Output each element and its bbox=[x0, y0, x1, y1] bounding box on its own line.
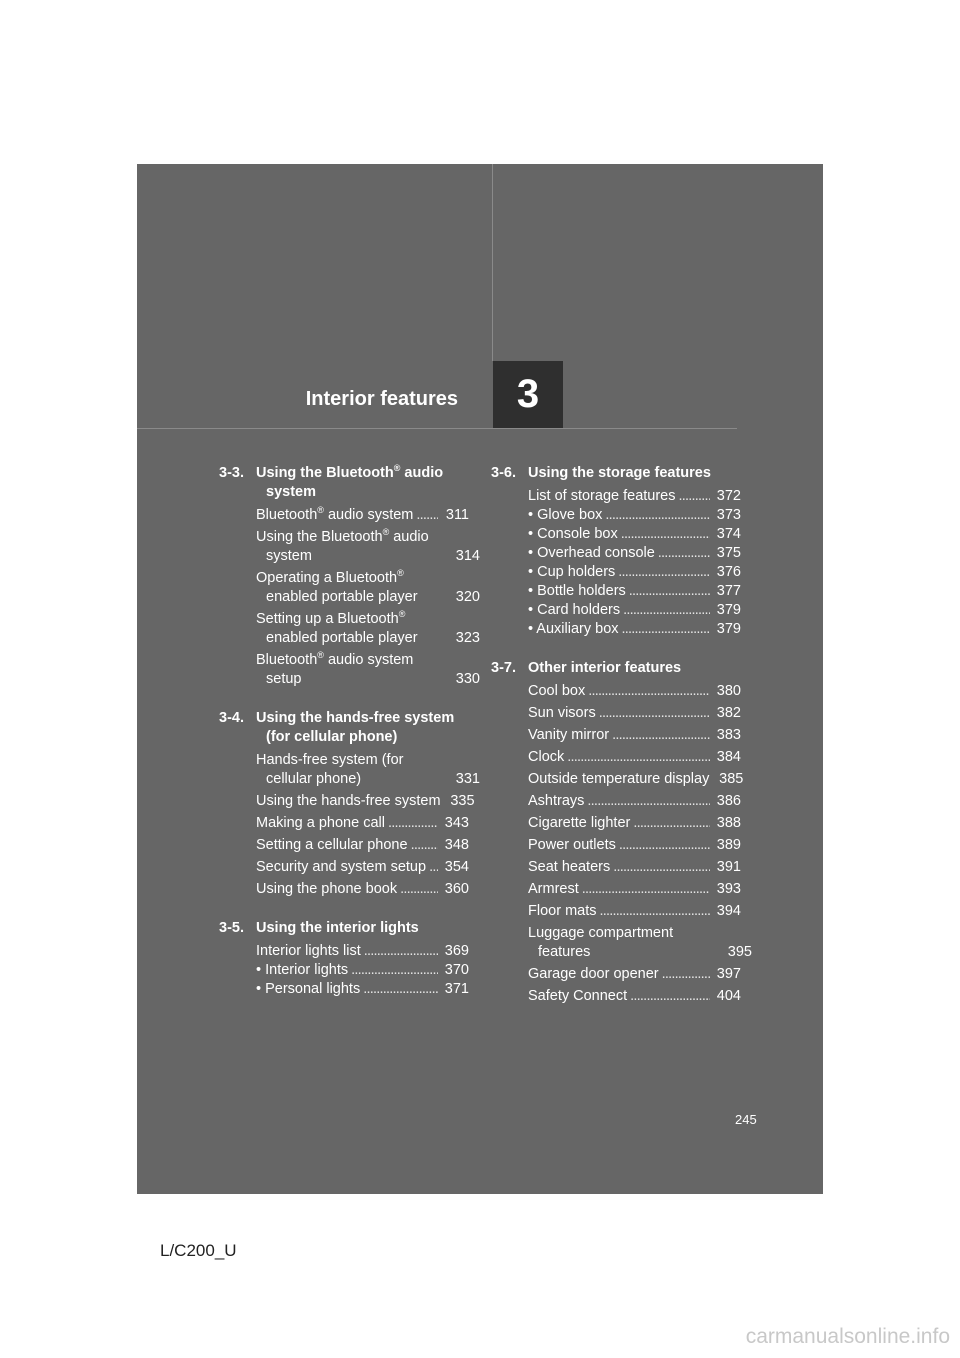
toc-entry[interactable] bbox=[528, 563, 741, 582]
toc-section bbox=[491, 659, 752, 1006]
entry-label: Sun visors bbox=[528, 705, 596, 721]
toc-entry[interactable] bbox=[256, 880, 469, 899]
chapter-title: Interior features bbox=[305, 388, 458, 410]
toc-entry[interactable] bbox=[528, 814, 741, 833]
registered-mark: ® bbox=[397, 568, 404, 579]
dot-leader bbox=[679, 487, 711, 506]
toc-entry[interactable] bbox=[528, 836, 741, 855]
entry-page-number: 394 bbox=[716, 903, 741, 919]
dot-leader bbox=[411, 836, 438, 855]
entry-label: Ashtrays bbox=[528, 793, 585, 809]
section-title bbox=[256, 709, 469, 747]
entry-text bbox=[256, 814, 385, 833]
entry-label: Seat heaters bbox=[528, 859, 611, 875]
entry-page-number: 369 bbox=[444, 943, 469, 959]
entry-text bbox=[528, 563, 615, 582]
toc-section bbox=[491, 464, 741, 639]
entry-page-number: 348 bbox=[444, 837, 469, 853]
entry-text bbox=[256, 836, 408, 855]
dot-leader bbox=[630, 987, 710, 1006]
toc-entry[interactable] bbox=[528, 601, 741, 620]
entry-page-number: 354 bbox=[444, 859, 469, 875]
dot-leader bbox=[662, 965, 710, 984]
entry-text bbox=[528, 620, 619, 639]
entry-text bbox=[528, 704, 596, 723]
entry-text bbox=[528, 965, 659, 984]
entry-text bbox=[256, 980, 360, 999]
toc-section bbox=[219, 709, 480, 899]
entry-label: Garage door opener bbox=[528, 966, 659, 982]
section-title-text: Using the interior lights bbox=[256, 920, 419, 936]
entry-label: Bluetooth bbox=[256, 507, 318, 523]
dot-leader bbox=[429, 858, 438, 877]
entry-page-number: 371 bbox=[444, 981, 469, 997]
toc-entry[interactable] bbox=[528, 682, 741, 701]
toc-entry[interactable] bbox=[528, 965, 741, 984]
page-number: 245 bbox=[735, 1112, 757, 1127]
entry-page-number: 375 bbox=[716, 545, 741, 561]
entry-list bbox=[491, 487, 741, 639]
entry-label: • Cup holders bbox=[528, 564, 616, 580]
entry-label: Vanity mirror bbox=[528, 727, 610, 743]
entry-label: Luggage compartment features bbox=[528, 925, 674, 960]
section-heading bbox=[219, 709, 469, 747]
toc-entry[interactable] bbox=[256, 858, 469, 877]
entry-page-number: 314 bbox=[455, 548, 480, 564]
entry-page-number: 331 bbox=[455, 771, 480, 787]
entry-list bbox=[219, 751, 480, 899]
entry-page-number: 393 bbox=[716, 881, 741, 897]
entry-label: • Card holders bbox=[528, 602, 621, 618]
entry-label: Using the hands-free system bbox=[256, 793, 441, 809]
toc-entry[interactable] bbox=[528, 748, 741, 767]
entry-text bbox=[528, 682, 585, 701]
toc-entry[interactable] bbox=[528, 770, 744, 789]
entry-label: List of storage features bbox=[528, 488, 676, 504]
entry-text bbox=[256, 506, 413, 525]
dot-leader bbox=[633, 814, 710, 833]
entry-page-number: 370 bbox=[444, 962, 469, 978]
toc-section bbox=[219, 463, 480, 689]
entry-text bbox=[256, 751, 446, 789]
toc-entry[interactable] bbox=[256, 792, 475, 811]
entry-label: Setting up a Bluetooth bbox=[256, 611, 399, 627]
dot-leader bbox=[613, 858, 710, 877]
entry-text bbox=[528, 726, 609, 745]
entry-label: Power outlets bbox=[528, 837, 616, 853]
entry-text bbox=[256, 961, 348, 980]
entry-label: • Glove box bbox=[528, 507, 603, 523]
entry-label: • Console box bbox=[528, 526, 618, 542]
toc-entry[interactable] bbox=[528, 726, 741, 745]
dot-leader bbox=[622, 620, 710, 639]
entry-page-number: 388 bbox=[716, 815, 741, 831]
section-title bbox=[256, 464, 469, 502]
section-number: 3-3. bbox=[219, 465, 244, 481]
entry-label: • Bottle holders bbox=[528, 583, 626, 599]
entry-page-number: 380 bbox=[716, 683, 741, 699]
toc-entry[interactable] bbox=[256, 527, 480, 566]
dot-leader bbox=[599, 704, 710, 723]
entry-list bbox=[219, 505, 480, 689]
entry-text bbox=[256, 610, 446, 648]
entry-page-number: 391 bbox=[716, 859, 741, 875]
dot-leader bbox=[582, 880, 710, 899]
section-title bbox=[528, 659, 741, 678]
entry-text bbox=[528, 902, 597, 921]
entry-text bbox=[256, 569, 446, 607]
entry-text bbox=[528, 770, 709, 789]
section-heading bbox=[491, 659, 741, 678]
dot-leader bbox=[612, 726, 710, 745]
entry-text bbox=[256, 858, 426, 877]
entry-text bbox=[528, 506, 602, 525]
toc-column-right bbox=[491, 464, 752, 1026]
dot-leader bbox=[587, 792, 710, 811]
entry-page-number: 383 bbox=[716, 727, 741, 743]
section-title-text: Using the hands-free system (for cellular phone) bbox=[256, 710, 455, 745]
entry-label: • Interior lights bbox=[256, 962, 349, 978]
dot-leader bbox=[567, 748, 710, 767]
watermark: carmanualsonline.info bbox=[745, 1325, 950, 1348]
dot-leader bbox=[416, 506, 438, 525]
toc-entry[interactable] bbox=[528, 487, 741, 506]
entry-page-number: 335 bbox=[450, 793, 475, 809]
entry-label: Safety Connect bbox=[528, 988, 628, 1004]
toc-entry[interactable] bbox=[528, 880, 741, 899]
toc-entry[interactable] bbox=[528, 582, 741, 601]
entry-text bbox=[256, 528, 446, 566]
entry-label: • Auxiliary box bbox=[528, 621, 619, 637]
entry-page-number: 372 bbox=[716, 488, 741, 504]
entry-text bbox=[528, 987, 627, 1006]
entry-page-number: 397 bbox=[716, 966, 741, 982]
entry-text bbox=[528, 487, 676, 506]
dot-leader bbox=[363, 980, 438, 999]
section-title bbox=[256, 919, 469, 938]
entry-page-number: 373 bbox=[716, 507, 741, 523]
toc-entry[interactable] bbox=[256, 650, 480, 689]
entry-page-number: 404 bbox=[716, 988, 741, 1004]
entry-page-number: 376 bbox=[716, 564, 741, 580]
toc-entry[interactable] bbox=[256, 609, 480, 648]
toc-entry[interactable] bbox=[256, 961, 469, 980]
registered-mark: ® bbox=[382, 527, 390, 538]
entry-label: audio system bbox=[323, 507, 414, 523]
toc-entry[interactable] bbox=[528, 620, 741, 639]
toc-entry[interactable] bbox=[528, 525, 741, 544]
entry-page-number: 360 bbox=[444, 881, 469, 897]
entry-text bbox=[528, 582, 626, 601]
toc-entry[interactable] bbox=[256, 980, 469, 999]
entry-page-number: 311 bbox=[445, 507, 469, 523]
entry-label: Cigarette lighter bbox=[528, 815, 631, 831]
entry-text bbox=[528, 544, 655, 563]
entry-page-number: 377 bbox=[716, 583, 741, 599]
entry-text bbox=[528, 858, 610, 877]
section-title bbox=[528, 464, 741, 483]
entry-label: Operating a Bluetooth bbox=[256, 570, 398, 586]
entry-text bbox=[528, 525, 618, 544]
toc-entry[interactable] bbox=[528, 544, 741, 563]
toc-entry[interactable] bbox=[256, 942, 469, 961]
dot-leader bbox=[351, 961, 438, 980]
entry-label: Using the phone book bbox=[256, 881, 398, 897]
entry-label: audio system setup bbox=[266, 652, 414, 687]
entry-label: Setting a cellular phone bbox=[256, 837, 408, 853]
toc-column-left bbox=[219, 463, 480, 1019]
entry-page-number: 384 bbox=[716, 749, 741, 765]
footer-code: L/C200_U bbox=[160, 1241, 237, 1260]
section-number: 3-5. bbox=[219, 920, 244, 936]
entry-page-number: 385 bbox=[719, 771, 744, 787]
dot-leader bbox=[388, 814, 438, 833]
entry-text bbox=[528, 880, 579, 899]
section-heading bbox=[491, 464, 741, 483]
dot-leader bbox=[400, 880, 438, 899]
toc-entry[interactable] bbox=[256, 568, 480, 607]
entry-page-number: 395 bbox=[727, 944, 752, 960]
entry-label: audio system bbox=[266, 529, 429, 564]
toc-entry[interactable] bbox=[256, 751, 480, 789]
dot-leader bbox=[364, 942, 438, 961]
toc-entry[interactable] bbox=[528, 506, 741, 525]
entry-page-number: 343 bbox=[444, 815, 469, 831]
dot-leader bbox=[619, 836, 710, 855]
entry-text bbox=[528, 924, 718, 962]
section-title-text: audio system bbox=[266, 465, 444, 500]
dot-leader bbox=[618, 563, 710, 582]
registered-mark: ® bbox=[398, 609, 406, 620]
registered-mark: ® bbox=[317, 650, 324, 661]
section-title-text: Other interior features bbox=[528, 660, 682, 676]
entry-page-number: 330 bbox=[455, 671, 480, 687]
entry-text bbox=[528, 601, 620, 620]
section-title-text: Using the storage features bbox=[528, 465, 711, 481]
registered-mark: ® bbox=[317, 505, 324, 516]
entry-label: Bluetooth bbox=[256, 652, 318, 668]
section-heading bbox=[219, 464, 469, 502]
dot-leader bbox=[600, 902, 711, 921]
entry-list bbox=[491, 682, 752, 1006]
entry-page-number: 323 bbox=[455, 630, 480, 646]
entry-label: • Personal lights bbox=[256, 981, 361, 997]
dot-leader bbox=[658, 544, 710, 563]
entry-label: Clock bbox=[528, 749, 565, 765]
entry-label: Outside temperature display bbox=[528, 771, 710, 787]
chapter-number-box: 3 bbox=[493, 361, 563, 428]
entry-text bbox=[528, 792, 584, 811]
toc-entry[interactable] bbox=[528, 858, 741, 877]
dot-leader bbox=[605, 506, 710, 525]
entry-page-number: 386 bbox=[716, 793, 741, 809]
dot-leader bbox=[623, 601, 710, 620]
toc-entry[interactable] bbox=[528, 704, 741, 723]
entry-text bbox=[256, 880, 397, 899]
section-number: 3-7. bbox=[491, 660, 516, 676]
entry-label: Interior lights list bbox=[256, 943, 361, 959]
dot-leader bbox=[621, 525, 710, 544]
entry-label: enabled portable player bbox=[266, 630, 418, 646]
toc-entry[interactable] bbox=[256, 506, 469, 525]
section-number: 3-6. bbox=[491, 465, 516, 481]
section-heading bbox=[219, 919, 469, 938]
entry-text bbox=[528, 836, 616, 855]
entry-page-number: 374 bbox=[716, 526, 741, 542]
entry-text bbox=[528, 814, 630, 833]
header-rule bbox=[137, 428, 737, 429]
toc-entry[interactable] bbox=[528, 902, 741, 921]
entry-page-number: 379 bbox=[716, 602, 741, 618]
entry-label: Cool box bbox=[528, 683, 586, 699]
entry-label: Making a phone call bbox=[256, 815, 385, 831]
entry-text bbox=[256, 792, 441, 811]
entry-page-number: 382 bbox=[716, 705, 741, 721]
entry-label: Hands-free system (for cellular phone) bbox=[256, 752, 404, 787]
entry-label: enabled portable player bbox=[266, 589, 418, 605]
entry-page-number: 320 bbox=[455, 589, 480, 605]
entry-text bbox=[256, 942, 361, 961]
entry-label: • Overhead console bbox=[528, 545, 655, 561]
entry-text bbox=[528, 748, 564, 767]
entry-label: Floor mats bbox=[528, 903, 597, 919]
toc-entry[interactable] bbox=[256, 814, 469, 833]
entry-label: Armrest bbox=[528, 881, 579, 897]
toc-section bbox=[219, 919, 469, 999]
entry-label: Security and system setup bbox=[256, 859, 427, 875]
dot-leader bbox=[588, 682, 710, 701]
dot-leader bbox=[629, 582, 710, 601]
section-number: 3-4. bbox=[219, 710, 244, 726]
entry-text bbox=[256, 651, 446, 689]
toc-entry[interactable] bbox=[528, 792, 741, 811]
entry-list bbox=[219, 942, 469, 999]
toc-entry[interactable] bbox=[256, 836, 469, 855]
entry-label: Using the Bluetooth bbox=[256, 529, 383, 545]
entry-page-number: 379 bbox=[716, 621, 741, 637]
entry-page-number: 389 bbox=[716, 837, 741, 853]
toc-entry[interactable] bbox=[528, 987, 741, 1006]
toc-entry[interactable] bbox=[528, 924, 752, 962]
registered-mark: ® bbox=[393, 463, 401, 474]
section-title-text: Using the Bluetooth bbox=[256, 465, 394, 481]
column-divider bbox=[492, 164, 493, 361]
